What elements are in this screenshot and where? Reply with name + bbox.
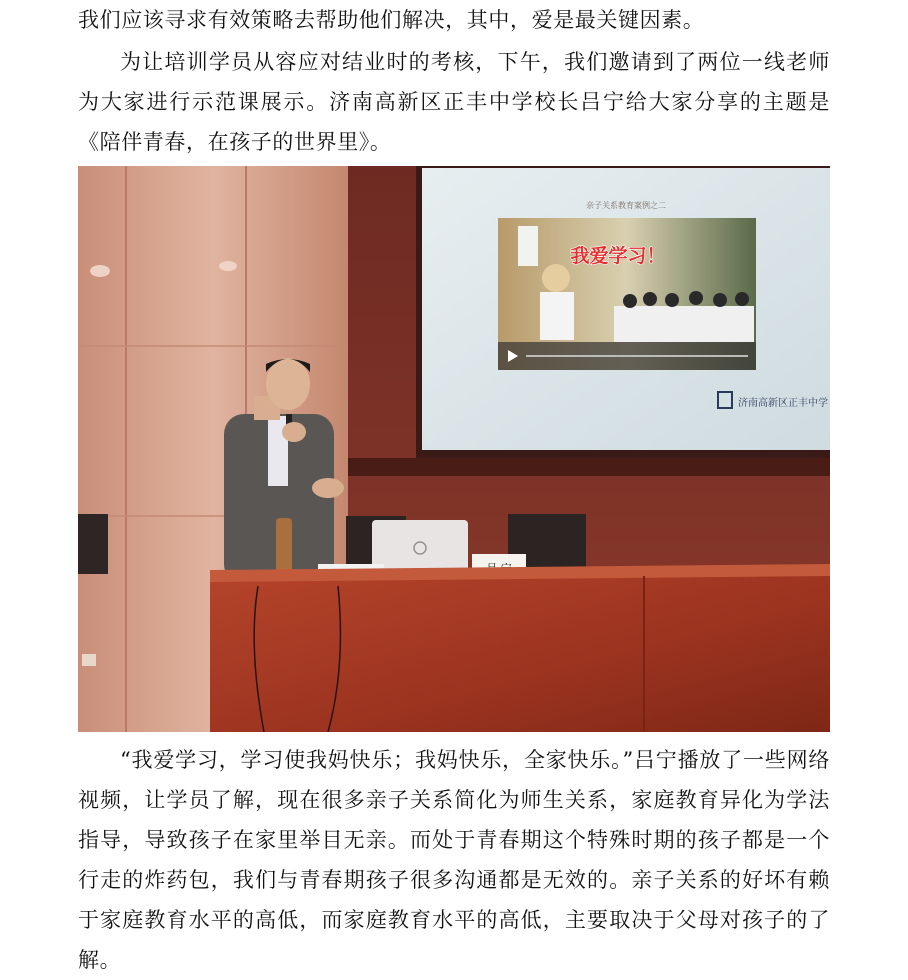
paragraph-2: 为让培训学员从容应对结业时的考核，下午，我们邀请到了两位一线老师为大家进行示范课展示。济南高新区正丰中学校长吕宁给大家分享的主题是《陪伴青春，在孩子的世界里》。 xyxy=(78,50,830,154)
water-bottle xyxy=(276,518,292,578)
lecture-photo xyxy=(78,166,830,732)
paragraph-1: 我们应该寻求有效策略去帮助他们解决，其中，爱是最关键因素。 xyxy=(78,8,705,32)
desk xyxy=(210,570,830,732)
paragraph-3: “我爱学习，学习使我妈快乐；我妈快乐，全家快乐。”吕宁播放了一些网络视频，让学员了解，现在很多亲子关系简化为师生关系，家庭教育异化为学法指导，导致孩子在家里举目无亲。而处于青春期这个特殊时期的孩子都是一个行走的炸药包，我们与青春期孩子很多沟通都是无效的。亲子关系的好坏有赖于家庭教育水平的高低，而家庭教育水平的高低，主要取决于父母对孩子的了解。 xyxy=(78,748,830,972)
podium xyxy=(78,514,108,574)
wall-outlet xyxy=(82,654,96,666)
school-logo-text: 济南高新区正丰中学 xyxy=(738,398,828,409)
video-caption: 我爱学习！ xyxy=(570,245,666,267)
slide-title: 亲子关系教育案例之二 xyxy=(586,201,666,210)
